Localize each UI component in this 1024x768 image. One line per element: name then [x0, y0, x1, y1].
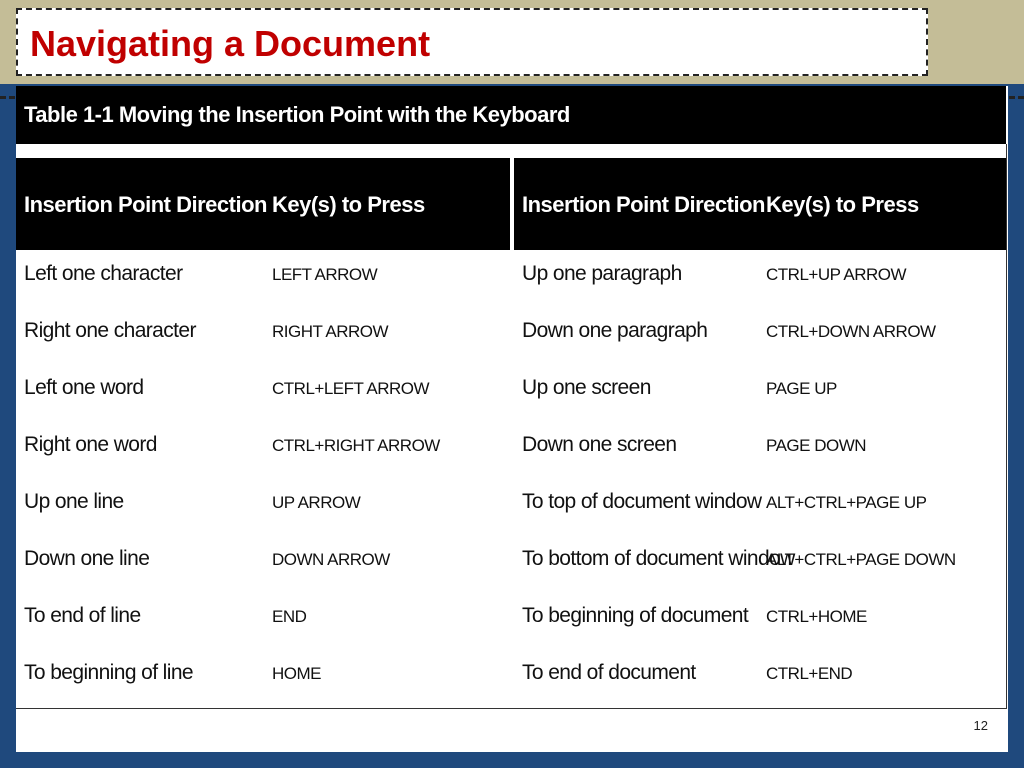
title-placeholder [16, 8, 928, 76]
keys-cell: LEFT ARROW [272, 265, 378, 284]
header-direction: Insertion Point Direction [24, 192, 267, 217]
table-row [514, 307, 1006, 364]
table-row [16, 592, 510, 649]
table-row [16, 250, 510, 307]
keys-cell: UP ARROW [272, 493, 361, 512]
left-table [16, 158, 510, 706]
keys-cell: ALT+CTRL+PAGE UP [766, 493, 927, 512]
direction-cell: Down one paragraph [522, 319, 708, 342]
table-row [514, 478, 1006, 535]
direction-cell: Right one character [24, 319, 196, 342]
keys-cell: CTRL+UP ARROW [766, 265, 907, 284]
table-caption-bar [16, 86, 1006, 144]
keys-cell: DOWN ARROW [272, 550, 390, 569]
table-row [16, 478, 510, 535]
direction-cell: To end of document [522, 661, 696, 684]
keys-cell: CTRL+END [766, 664, 853, 683]
keys-cell: HOME [272, 664, 321, 683]
direction-cell: To bottom of document window [522, 547, 795, 570]
header-keys: Key(s) to Press [272, 192, 425, 217]
table-header [16, 158, 510, 250]
keys-cell: CTRL+DOWN ARROW [766, 322, 936, 341]
table-row [514, 592, 1006, 649]
side-band [0, 104, 16, 768]
table-row [514, 421, 1006, 478]
header-keys: Key(s) to Press [766, 192, 919, 217]
direction-cell: Right one word [24, 433, 157, 456]
keys-cell: PAGE DOWN [766, 436, 867, 455]
direction-cell: Left one word [24, 376, 144, 399]
right-table [514, 158, 1006, 706]
direction-cell: Down one screen [522, 433, 677, 456]
direction-cell: Up one paragraph [522, 262, 682, 285]
table-row [514, 364, 1006, 421]
table-row [514, 250, 1006, 307]
table-border-right [1006, 144, 1007, 709]
keys-cell: RIGHT ARROW [272, 322, 389, 341]
table-row [16, 535, 510, 592]
direction-cell: Left one character [24, 262, 183, 285]
keys-cell: ALT+CTRL+PAGE DOWN [766, 550, 956, 569]
slide-title: Navigating a Document [30, 23, 431, 64]
direction-cell: Up one line [24, 490, 124, 513]
keys-cell: CTRL+RIGHT ARROW [272, 436, 440, 455]
table-row [514, 649, 1006, 706]
table-row [16, 307, 510, 364]
direction-cell: To top of document window [522, 490, 762, 513]
direction-cell: Down one line [24, 547, 150, 570]
keys-cell: CTRL+LEFT ARROW [272, 379, 430, 398]
table-header [514, 158, 1006, 250]
table-figure [16, 86, 1008, 752]
header-direction: Insertion Point Direction [522, 192, 765, 217]
direction-cell: To beginning of document [522, 604, 749, 627]
keys-cell: END [272, 607, 307, 626]
keys-cell: PAGE UP [766, 379, 837, 398]
table-row [16, 649, 510, 706]
direction-cell: To beginning of line [24, 661, 193, 684]
table-row [16, 364, 510, 421]
table-row [16, 421, 510, 478]
direction-cell: Up one screen [522, 376, 651, 399]
table-border-bottom [16, 708, 1006, 709]
keys-cell: CTRL+HOME [766, 607, 867, 626]
table-row [514, 535, 1006, 592]
page-number: 12 [973, 718, 988, 733]
table-caption: Table 1-1 Moving the Insertion Point with the Keyboard [24, 102, 570, 127]
direction-cell: To end of line [24, 604, 141, 627]
